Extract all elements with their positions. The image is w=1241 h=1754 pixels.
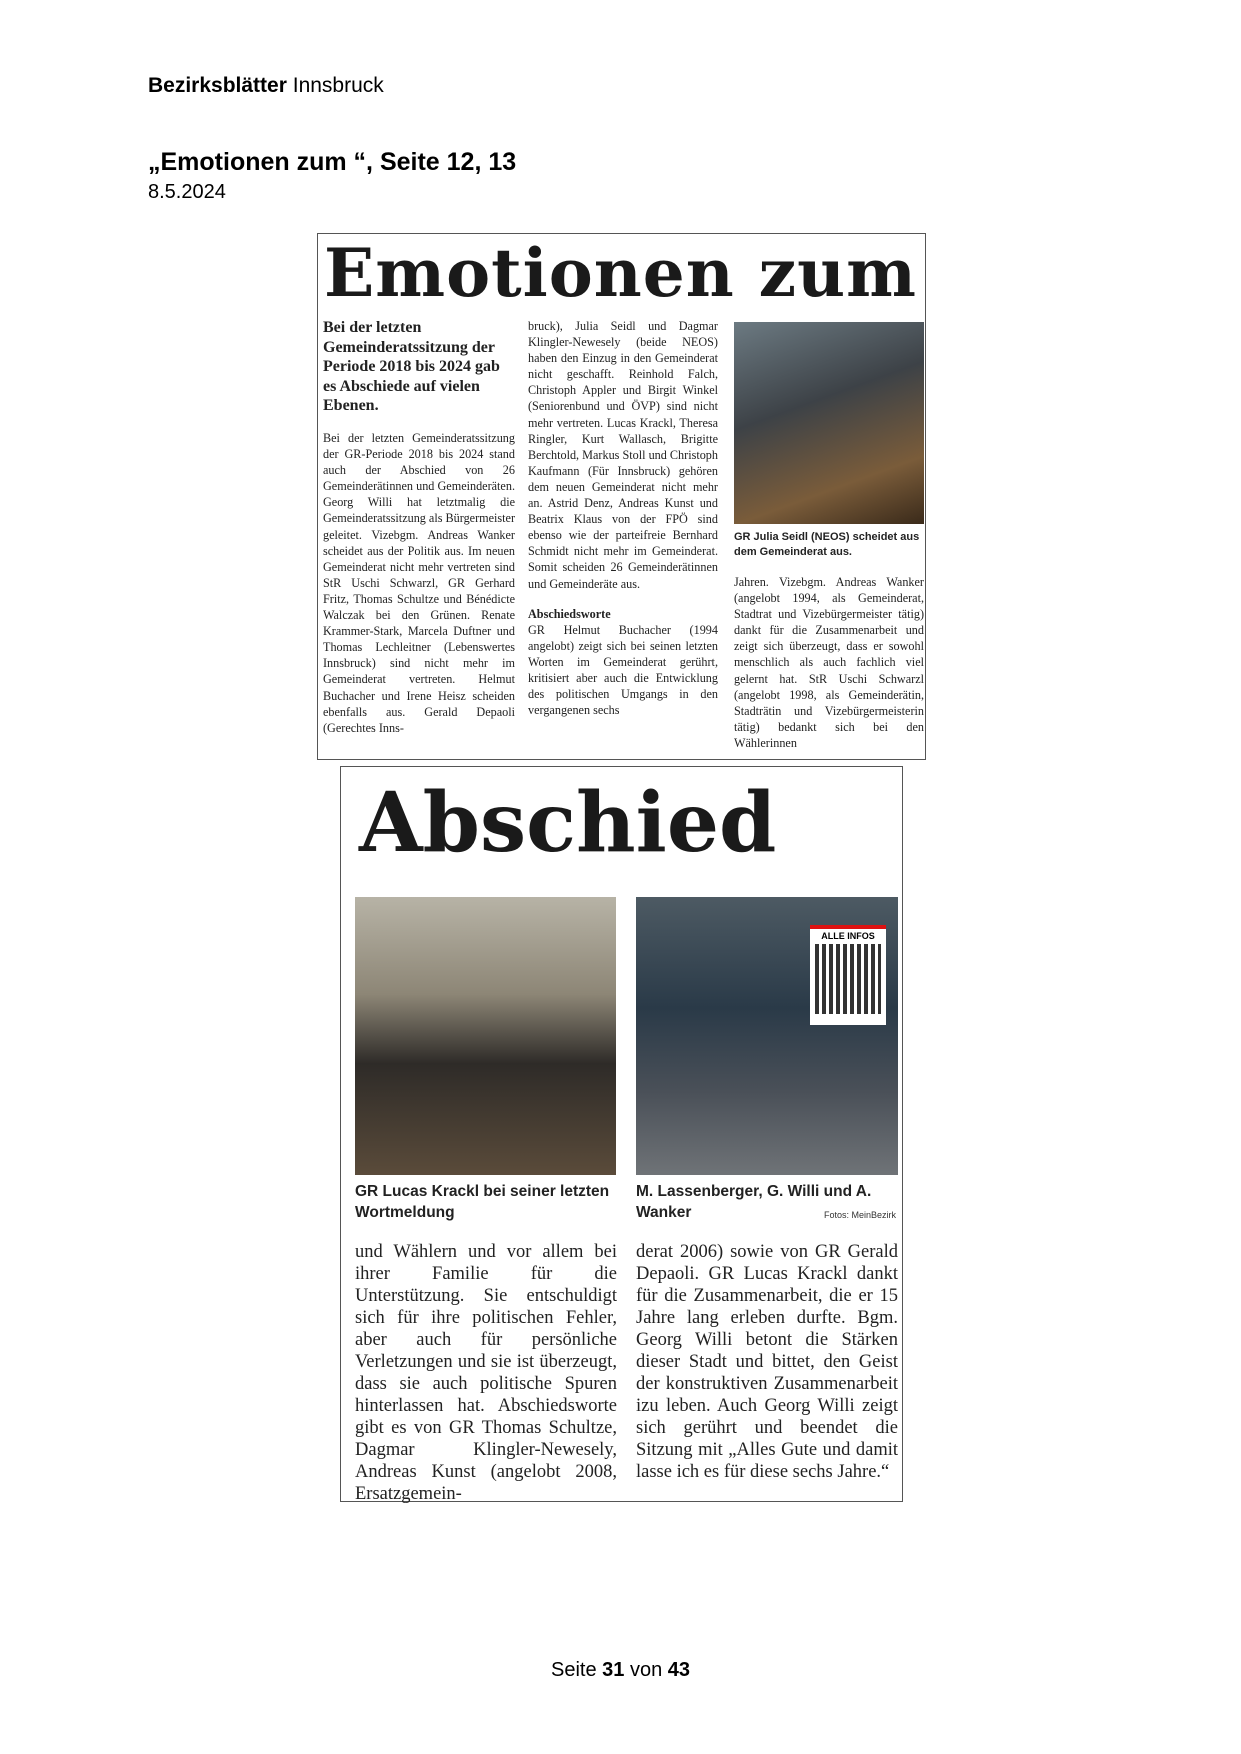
subheading: Abschiedsworte xyxy=(528,606,611,621)
lead-text: Bei der letzten Gemeinderatssitzung der Periode 2018 bis 2024 gab es Abschiede auf vielen Ebenen. xyxy=(323,319,500,414)
clipping-headline: Emotionen zum xyxy=(324,234,917,312)
photo-caption-right xyxy=(636,1181,898,1223)
body-text: bruck), Julia Seidl und Dagmar Klingler-Newesely (beide NEOS) haben den Einzug in den Gemeinderat nicht geschafft. Reinhold Falch, Christoph Appler und Birgit Winkel (Seniorenbund und ÖVP) sind nicht mehr vertreten. Lucas Krackl, Theresa Ringler, Kurt Wallasch, Brigitte Berchtold, Markus Stoll und Christoph Kaufmann (Für Innsbruck) gehören dem neuen Gemeinderat nicht mehr an. Astrid Denz, Andreas Kunst und Beatrix Klaus von der FPÖ sind ebenso wie der parteifreie Bernhard Schmidt nicht mehr im Gemeinderat. Somit scheiden 26 Gemeinderätinnen und Gemeinderäte aus. xyxy=(528,319,718,591)
article-title: „Emotionen zum “, Seite 12, 13 xyxy=(148,148,517,176)
photo-caption-left: GR Lucas Krackl bei seiner letzten Wortmeldung xyxy=(355,1183,610,1221)
total-pages: 43 xyxy=(667,1659,691,1681)
body-column-2: derat 2006) sowie von GR Gerald Depaoli. GR Lucas Krackl dankt für die Zusammenarbeit, die er 15 Jahre lang erleben durfte. Bgm. Georg Willi betont die Stärken dieser Stadt und bittet, den Geist der konstruktiven Zusammenarbeit izu leben. Auch Georg Willi zeigt sich gerührt und beendet die Sitzung mit „Alles Gute und damit lasse ich es für diese sechs Jahre.“ xyxy=(636,1242,898,1482)
publication-name: Bezirksblätter xyxy=(148,74,287,97)
page-label: Seite xyxy=(550,1659,597,1681)
body-column-1: und Wählern und vor allem bei ihrer Familie für die Unterstützung. Sie entschuldigt sich für ihre politischen Fehler, aber auch für persönliche Verletzungen und sie ist überzeugt, dass sie auch politische Spuren hinterlassen hat. Abschiedsworte gibt es von GR Thomas Schultze, Dagmar Klingler-Newesely, Andreas Kunst (angelobt 2008, Ersatzgemein- xyxy=(355,1242,617,1504)
body-column-2 xyxy=(528,318,718,718)
qr-code-icon[interactable] xyxy=(810,925,886,1025)
clipping-headline: Abschied xyxy=(359,775,777,871)
body-column-3: Jahren. Vizebgm. Andreas Wanker (angelobt 1994, als Gemeinderat, Stadtrat und Vizebürgermeister tätig) dankt für die Zusammenarbeit und zeigt sich überzeugt, dass er sowohl menschlich als auch fachlich viel gelernt hat. StR Uschi Schwarzl (angelobt 1998, als Gemeinderätin, Stadträtin und Vizebürgermeisterin tätig) bedankt sich bei den Wählerinnen xyxy=(734,575,924,750)
clipping-top xyxy=(317,233,926,760)
photo-caption: GR Julia Seidl (NEOS) scheidet aus dem Gemeinderat aus. xyxy=(734,531,920,558)
body-text: GR Helmut Buchacher (1994 angelobt) zeigt sich bei seinen letzten Worten im Gemeinderat gerührt, kritisiert aber auch die Entwicklung des politischen Umgangs in den vergangenen sechs xyxy=(528,622,718,718)
photo-council-bench xyxy=(636,897,898,1175)
caption-text: M. Lassenberger, G. Willi und A. Wanker xyxy=(636,1183,872,1221)
photo-julia-seidl xyxy=(734,322,924,524)
publication-header xyxy=(148,74,384,98)
current-page: 31 xyxy=(602,1659,625,1681)
page-number xyxy=(0,1659,1241,1682)
photo-lucas-krackl xyxy=(355,897,616,1175)
photo-credit: Fotos: MeinBezirk xyxy=(823,1210,896,1220)
publication-region: Innsbruck xyxy=(292,74,384,97)
article-date: 8.5.2024 xyxy=(148,181,226,203)
clipping-bottom xyxy=(340,766,903,1502)
qr-label: ALLE INFOS xyxy=(821,931,875,941)
page-of: von xyxy=(629,1659,663,1681)
body-column-1: Bei der letzten Gemeinderatssitzung der GR-Periode 2018 bis 2024 stand auch der Abschied von 26 Gemeinderätinnen und Gemeinderäten. Georg Willi hat letztmalig die Gemeinderatssitzung als Bürgermeister geleitet. Vizebgm. Andreas Wanker scheidet aus der Politik aus. Im neuen Gemeinderat nicht mehr vertreten sind StR Uschi Schwarzl, GR Gerhard Fritz, Thomas Schultze und Bénédicte Walczak bei den Grünen. Renate Krammer-Stark, Marcela Duftner und Thomas Lechleitner (Lebenswertes Innsbruck) sind nicht mehr im Gemeinderat vertreten. Helmut Buchacher und Irene Heisz scheiden ebenfalls aus. Gerald Depaoli (Gerechtes Inns- xyxy=(323,431,516,735)
